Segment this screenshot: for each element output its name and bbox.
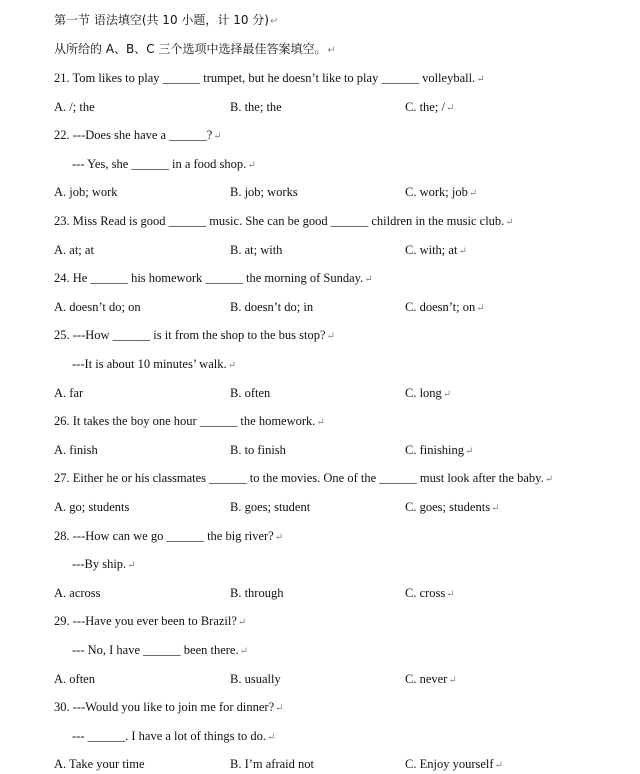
dialogue-line: ---It is about 10 minutes’ walk.↵ [72,357,236,371]
instructions: 从所给的 A、B、C 三个选项中选择最佳答案填空。↵ [54,42,336,56]
question-stem: 21. Tom likes to play ______ trumpet, but he doesn’t like to play ______ volleyball.↵ [54,71,485,85]
option-c: C. work; job↵ [405,185,478,199]
option-a: A. job; work [54,185,118,199]
question-stem: 27. Either he or his classmates ______ to the movies. One of the ______ must look after the baby.↵ [54,471,554,485]
question-stem: 26. It takes the boy one hour ______ the homework.↵ [54,414,325,428]
question-stem: 25. ---How ______ is it from the shop to the bus stop?↵ [54,328,335,342]
option-a: A. doesn’t do; on [54,300,141,314]
option-b: B. doesn’t do; in [230,300,314,314]
option-b: B. often [230,386,271,400]
option-a: A. /; the [54,100,95,114]
option-c: C. doesn’t; on↵ [405,300,485,314]
option-b: B. usually [230,672,281,686]
option-b: B. job; works [230,185,298,199]
option-c: C. with; at↵ [405,243,467,257]
option-a: A. at; at [54,243,94,257]
dialogue-line: --- No, I have ______ been there.↵ [72,643,248,657]
option-a: A. often [54,672,95,686]
option-c: C. the; /↵ [405,100,455,114]
option-c: C. goes; students↵ [405,500,500,514]
option-b: B. at; with [230,243,283,257]
option-c: C. finishing↵ [405,443,474,457]
option-b: B. goes; student [230,500,311,514]
dialogue-line: ---By ship.↵ [72,557,136,571]
option-a: A. Take your time [54,757,145,771]
dialogue-line: --- ______. I have a lot of things to do.↵ [72,729,276,743]
question-stem: 22. ---Does she have a ______?↵ [54,128,222,142]
option-b: B. I’m afraid not [230,757,315,771]
question-stem: 30. ---Would you like to join me for dinner?↵ [54,700,284,714]
section-title: 第一节 语法填空(共 10 小题，计 10 分)↵ [54,13,279,27]
option-a: A. finish [54,443,98,457]
option-a: A. far [54,386,84,400]
question-stem: 28. ---How can we go ______ the big river?↵ [54,529,284,543]
question-stem: 23. Miss Read is good ______ music. She can be good ______ children in the music club.↵ [54,214,514,228]
option-c: C. cross↵ [405,586,455,600]
option-a: A. go; students [54,500,130,514]
question-stem: 29. ---Have you ever been to Brazil?↵ [54,614,247,628]
option-a: A. across [54,586,101,600]
option-c: C. Enjoy yourself↵ [405,757,503,771]
option-c: C. never↵ [405,672,457,686]
option-b: B. to finish [230,443,286,457]
dialogue-line: --- Yes, she ______ in a food shop.↵ [72,157,256,171]
option-b: B. through [230,586,284,600]
question-stem: 24. He ______ his homework ______ the morning of Sunday.↵ [54,271,373,285]
option-b: B. the; the [230,100,282,114]
option-c: C. long↵ [405,386,452,400]
